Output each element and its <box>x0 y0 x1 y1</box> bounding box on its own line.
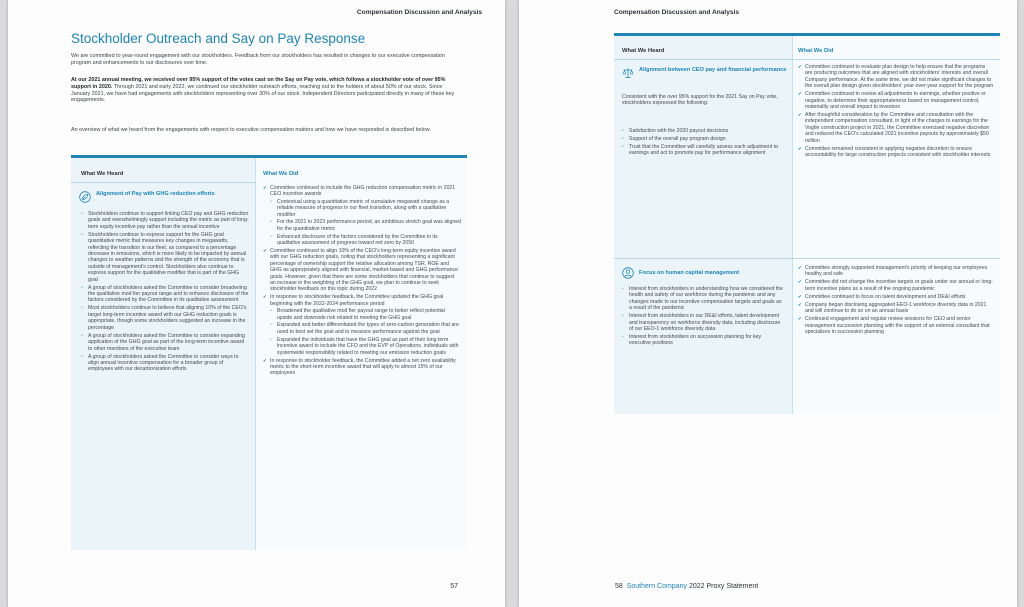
action-item: ✔ Committee continued to review all adjustments to earnings, whether positive or negative, to determine their appropriateness based on management control, materiality and overall impact to investors <box>798 91 994 110</box>
column-header-did: What We Did <box>798 48 834 54</box>
action-text: In response to stockholder feedback, the Committee updated the GHG goal beginning with the 2022-2024 performance period <box>270 294 444 307</box>
list-item: • Interest from stockholders on succession planning for key executive positions <box>622 334 784 347</box>
heard-list <box>81 211 249 374</box>
intro-paragraph-1: We are committed to year-round engagement with our stockholders. Feedback from our stockholders has resulted in changes to our executive compensation program and enhancements to our disclosures over time. <box>71 53 445 66</box>
topic-ghg <box>79 191 249 203</box>
action-item: ✔ Committee remained consistent in applying negative discretion to ensure accountability for large construction projects consistent with stockholder interests <box>798 146 994 159</box>
list-item: • Interest from stockholders in our DE&I efforts, talent development and transparency on workforce diversity data, including disclosure of our EEO-1 workforce diversity data <box>622 313 784 332</box>
page-57 <box>8 0 505 607</box>
topic-human-capital <box>622 267 787 279</box>
topic-title: Alignment between CEO pay and financial performance <box>639 67 787 73</box>
list-item: • A group of stockholders asked the Committee to consider expanding application of the GHG goal as part of the long-term incentive award to other members of the executive team <box>81 333 249 352</box>
sub-item: • Enhanced disclosure of the factors considered by the Committee in its qualitative assessment of progress toward net zero by 2050 <box>270 234 461 247</box>
page-number: 58 <box>615 583 623 590</box>
response-table-continued <box>614 33 1000 414</box>
list-item: • Trust that the Committee will carefully assess each adjustment to earnings and act to promote pay for performance alignment <box>622 144 784 157</box>
heard-list <box>622 286 784 348</box>
action-item <box>263 185 461 246</box>
action-item: ✔ Committee strongly supported management's priority of keeping our employees healthy and safe <box>798 265 994 278</box>
column-divider <box>792 36 793 414</box>
page-footer <box>615 583 758 590</box>
did-list <box>798 64 994 160</box>
action-text: Committee continued to align 10% of the CEO's long-term equity incentive award with our GHG reduction goals, noting that stockholders representing a significant percentage of ownership support the relative allocation among TSR, ROE and GHG as appropriately aligned with financial, market-based and GHG performance goals. However, given that there are some stockholders that continue to suggest an increase in the weighting of the GHG goal, we plan to continue to seek stockholder feedback on this topic during 2022 <box>270 248 458 293</box>
intro-paragraph-2 <box>71 77 463 104</box>
page-58 <box>519 0 1017 607</box>
document-name: 2022 Proxy Statement <box>688 583 759 590</box>
topic-title: Focus on human capital management <box>639 270 740 276</box>
action-item: ✔ Committee continued to focus on talent development and DE&I efforts <box>798 294 994 300</box>
action-item <box>263 248 461 293</box>
list-item: • A group of stockholders asked the Committee to consider broadening the qualitative mod fier payout range and to enhance disclosure of the factors considered by the Committee in its qualitative assessment <box>81 285 249 304</box>
topic-ceo-pay <box>622 67 787 79</box>
did-list <box>798 265 994 337</box>
action-item <box>263 294 461 355</box>
person-icon <box>622 267 634 279</box>
sub-item: • Expanded and better differentiated the types of zero-carbon generation that are used to best set the goal and to measure performance against the goal <box>270 322 461 335</box>
topic-title: Alignment of Pay with GHG reduction efforts <box>96 191 215 197</box>
company-name: Southern Company <box>626 583 688 590</box>
list-item: • Stockholders continue to support linking CEO pay and GHG reduction goals and overwhelmingly support including the metric as part of long-term equity incentive pay rather than the annual incentive <box>81 211 249 230</box>
action-sublist <box>270 308 461 356</box>
action-text: Committee continued to include the GHG reduction compensation metric in 2021 CEO incentive awards <box>270 185 456 198</box>
list-item: • Stockholders continue to express support for the GHG goal quantitative metric that measures key changes in megawatts, reflecting the transition in our fleet, as compared to a percentage decrease in emissions, which is more likely to be impacted by annual changes to weather patterns and the strength of the economy that is outside of management's control. Stockholders also continue to express support for the qualitative modifier that is part of the GHG goal <box>81 232 249 283</box>
sub-item: • Broadened the qualitative mod fier payout range to better reflect potential upside and downside risk related to meeting the GHG goal <box>270 308 461 321</box>
intro-paragraph-2-rest: Through 2021 and early 2022, we continued our stockholder outreach efforts, reaching out to the holders of about 50% of our stock. Since January 2021, we have had engagements with stockholders representing over 30% of our stock. Independent Directors participated directly in many of these key engagements. <box>71 83 455 104</box>
sub-item: • Expanded the individuals that have the GHG goal as part of their long term incentive award to include the CFO and the EVP of Operations, individuals with systemwide responsibility related to meeting our emission reduction goals <box>270 337 461 356</box>
did-list <box>263 185 461 378</box>
leaf-icon <box>79 191 91 203</box>
page-number: 57 <box>450 583 458 590</box>
action-item: ✔ Committee continued to evaluate plan design to help ensure that the programs are producing outcomes that are aligned with stockholders' interests and overall Company performance. At the same time, we did not make significant changes to the overall plan design given stockholders' year-over-year support for the program <box>798 64 994 90</box>
action-text: In response to stockholder feedback, the Committee added a net zero availability metric to the short-term incentive award that will apply to almost 15% of our employees <box>270 357 456 377</box>
column-header-heard: What We Heard <box>81 171 124 177</box>
list-item: • Support of the overall pay program design <box>622 136 784 142</box>
scales-icon <box>622 67 634 79</box>
action-item: ✔ Continued engagement and regular review sessions for CEO and senior management succession planning with the support of an external consultant that specializes in succession planning <box>798 316 994 335</box>
action-sublist <box>270 199 461 247</box>
section-header: Compensation Discussion and Analysis <box>614 9 740 16</box>
header-rule <box>71 182 255 183</box>
section-header: Compensation Discussion and Analysis <box>356 9 482 16</box>
row-divider <box>614 258 1000 259</box>
column-divider <box>255 158 256 550</box>
response-table <box>71 155 467 550</box>
action-item: ✔ Committee did not change the incentive targets or goals under our annual or long-term incentive plans as a result of the ongoing pandemic <box>798 279 994 292</box>
column-header-did: What We Did <box>263 171 299 177</box>
action-item: ✔ After thoughtful consideration by the Committee and consultation with the independent compensation consultant, in light of the charges to earnings for the Vogtle construction project in 2021, the Committee exercised negative discretion and reduced the CEO's calculated 2021 incentive payouts by approximately $50 million <box>798 112 994 144</box>
topic-intro: Consistent with the over 95% support for the 2021 Say on Pay vote, stockholders expressed the following: <box>622 94 778 107</box>
sub-item: • Contextual using a quantitative metric of cumulative megawatt change as a reliable measure of progress in our fleet transition, along with a qualitative modifier <box>270 199 461 218</box>
list-item: • A group of stockholders asked the Committee to consider ways to align annual incentive compensation for a broader group of employees with our decarbonization efforts <box>81 354 249 373</box>
page-title: Stockholder Outreach and Say on Pay Response <box>71 31 366 46</box>
intro-paragraph-3: An overview of what we heard from the engagements with respect to executive compensation matters and how we have responded is described below. <box>71 127 431 133</box>
column-header-heard: What We Heard <box>622 48 665 54</box>
list-item: • Satisfaction with the 2020 payout decisions <box>622 128 784 134</box>
list-item: • Interest from stockholders in understanding how we considered the health and safety of our workforce during the pandemic and any changes made to our incentive compensation targets and goals as a result of the pandemic <box>622 286 784 312</box>
action-item <box>263 358 461 377</box>
list-item: • Most stockholders continue to believe that aligning 10% of the CEO's target long-term incentive award with our GHG reduction goals is appropriate, though some stockholders suggested an increase in the percentage <box>81 305 249 331</box>
heard-list <box>622 128 784 158</box>
sub-item: • For the 2021 to 2023 performance period, an ambitious stretch goal was aligned for the quantitative metric <box>270 219 461 232</box>
intro-paragraph-2-bold: At our 2021 annual meeting, we received over 95% support of the votes cast on the Say on Pay vote, which follows a stockholder vote of over 95% support in 2020. <box>71 77 446 90</box>
header-rule <box>614 59 1000 60</box>
action-item: ✔ Company began disclosing aggregated EEO-1 workforce diversity data in 2021 and will continue to do so on an annual basis <box>798 302 994 315</box>
